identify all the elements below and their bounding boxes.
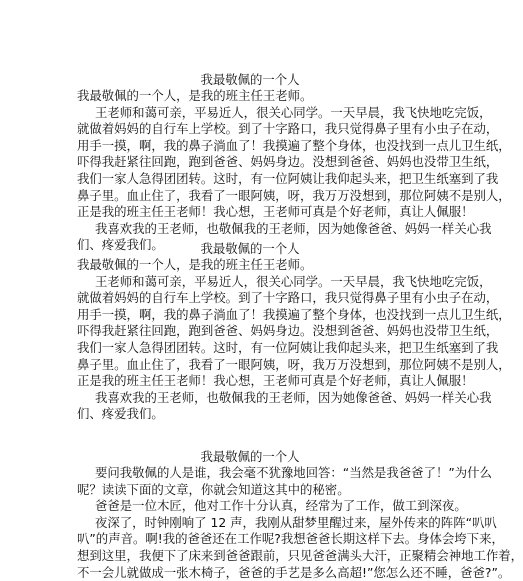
text-line: 我们一家人急得团团转。这时，有一位阿姨让我仰起头来，把卫生纸塞到了我 (77, 170, 499, 186)
text-line: 正是我的班主任王老师！我心想，王老师可真是个好老师，真让人佩服！ (77, 204, 474, 220)
essay-title: 我最敬佩的一个人 (200, 449, 300, 464)
text-line: 用手一摸，啊，我的鼻子淌血了！我摸遍了整个身体，也没找到一点儿卫生纸， (77, 306, 511, 322)
text-line: 夜深了，时钟刚响了 12 声，我刚从甜梦里醒过来，屋外传来的阵阵“叭叭 (95, 514, 497, 530)
text-line: 王老师和蔼可亲，平易近人，很关心同学。一天早晨，我飞快地吃完饭， (95, 273, 492, 289)
text-line: 不一会儿就做成一张木椅子，爸爸的手艺是多么高超!”您怎么还不睡，爸爸?”。 (77, 564, 511, 580)
text-line: 吓得我赶紧往回跑，跑到爸爸、妈妈身边。没想到爸爸、妈妈也没带卫生纸， (77, 323, 499, 339)
text-line: 鼻子里。血止住了，我看了一眼阿姨，呀，我万万没想到，那位阿姨不是别人， (77, 187, 511, 203)
text-line: 吓得我赶紧往回跑，跑到爸爸、妈妈身边。没想到爸爸、妈妈也没带卫生纸， (77, 154, 499, 170)
text-line: 我喜欢我的王老师，也敬佩我的王老师，因为她像爸爸、妈妈一样关心我 (95, 389, 492, 405)
text-line: 用手一摸，啊，我的鼻子淌血了！我摸遍了整个身体，也没找到一点儿卫生纸， (77, 137, 511, 153)
text-line: 我最敬佩的一个人，是我的班主任王老师。 (77, 257, 313, 272)
text-line: 叭”的声音。啊!我的爸爸还在工作呢?我想爸爸长期这样下去。身体会垮下来， (77, 531, 504, 547)
essay-title: 我最敬佩的一个人 (200, 241, 300, 256)
text-line: 就做着妈妈的自行车上学校。到了十字路口，我只觉得鼻子里有小虫子在动， (77, 121, 499, 137)
text-line: 爸爸是一位木匠，他对工作十分认真，经常为了工作，做工到深夜。 (95, 498, 467, 514)
essay-3 (0, 448, 523, 581)
text-line: 我们一家人急得团团转。这时，有一位阿姨让我仰起头来，把卫生纸塞到了我 (77, 339, 499, 355)
text-line: 鼻子里。血止住了，我看了一眼阿姨，呀，我万万没想到，那位阿姨不是别人， (77, 356, 511, 372)
text-line: 呢？读读下面的文章，你就会知道这其中的秘密。 (77, 481, 350, 497)
text-line: 要问我敬佩的人是谁，我会毫不犹豫地回答：“当然是我爸爸了！”为什么 (95, 465, 492, 480)
text-line: 王老师和蔼可亲，平易近人，很关心同学。一天早晨，我飞快地吃完饭， (95, 104, 492, 120)
essay-2 (0, 240, 511, 423)
text-line: 想到这里，我便下了床来到爸爸跟前，只见爸爸满头大汗，正聚精会神地工作着， (77, 547, 523, 563)
text-line: 我最敬佩的一个人，是我的班主任王老师。 (77, 88, 313, 103)
text-line: 我喜欢我的王老师，也敬佩我的王老师，因为她像爸爸、妈妈一样关心我 (95, 220, 492, 236)
essay-1 (0, 71, 511, 254)
text-line: 们、疼爱我们。 (77, 237, 164, 253)
essay-title: 我最敬佩的一个人 (200, 72, 300, 87)
text-line: 正是我的班主任王老师！我心想，王老师可真是个好老师，真让人佩服！ (77, 373, 474, 389)
text-line: 就做着妈妈的自行车上学校。到了十字路口，我只觉得鼻子里有小虫子在动， (77, 290, 499, 306)
text-line: 们、疼爱我们。 (77, 406, 164, 422)
